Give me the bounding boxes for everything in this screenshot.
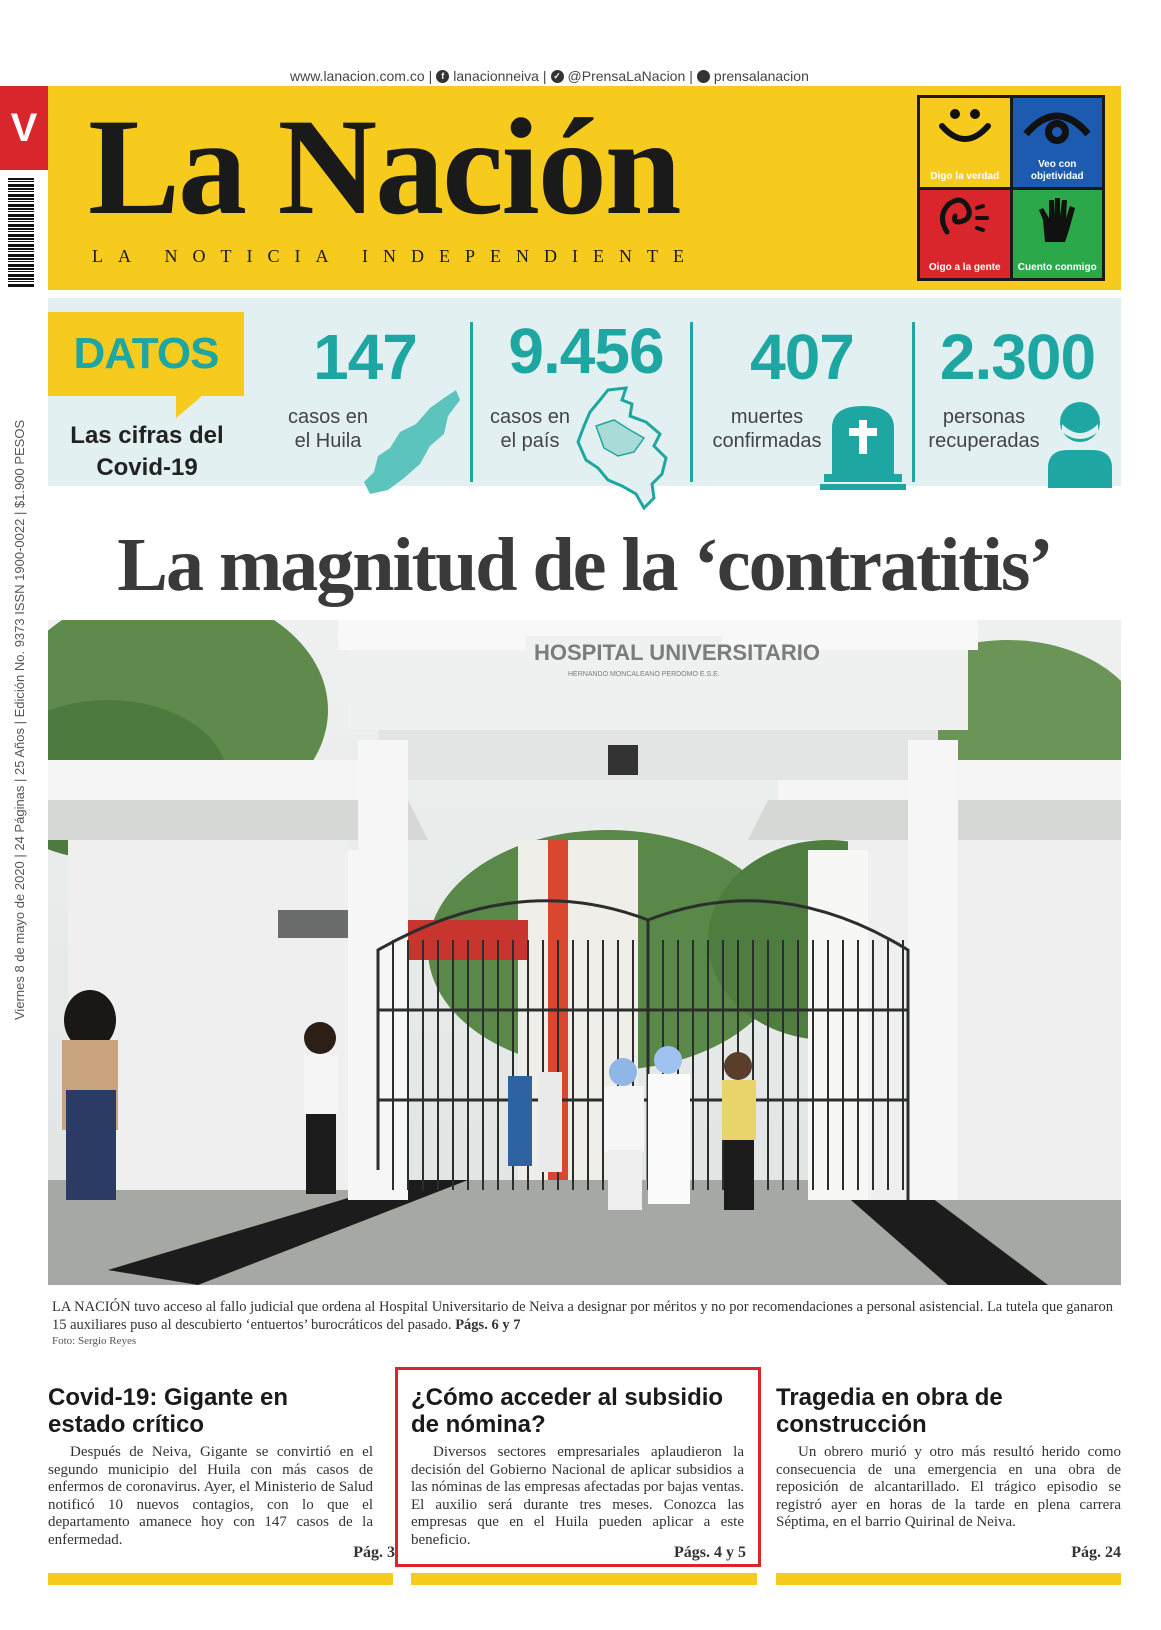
stat-divider: [690, 322, 693, 482]
datos-label: DATOS: [48, 312, 244, 396]
barcode: [8, 178, 34, 288]
stat-value: 9.456: [508, 315, 664, 387]
stat-label: personas recuperadas: [928, 406, 1040, 452]
main-headline: La magnitud de la ‘contratitis’: [117, 523, 1052, 607]
colombia-map-icon: [574, 386, 674, 510]
website-link[interactable]: www.lanacion.com.co: [290, 68, 425, 84]
hospital-photo: [48, 620, 1121, 1285]
facebook-handle[interactable]: lanacionneiva: [453, 68, 539, 84]
eye-icon: [1022, 104, 1092, 148]
caption-pages[interactable]: Págs. 6 y 7: [455, 1317, 521, 1333]
stat-divider: [470, 322, 473, 482]
hand-icon: [1035, 196, 1079, 244]
hospital-sign-sub: HERNANDO MONCALEANO PERDOMO E.S.E.: [568, 671, 720, 678]
facebook-icon: f: [436, 70, 449, 83]
photo-caption: [52, 1298, 1122, 1334]
value-digo-la-verdad: Digo la verdad: [920, 98, 1010, 187]
ear-icon: [935, 196, 995, 240]
hospital-sign: HOSPITAL UNIVERSITARIO: [534, 640, 821, 665]
values-grid: [917, 95, 1105, 281]
story-page-subsidio[interactable]: Págs. 4 y 5: [674, 1544, 746, 1561]
edition-badge: V: [0, 86, 48, 170]
newspaper-logo: La Nación: [88, 90, 680, 243]
story-title-tragedia[interactable]: Tragedia en obra de construcción: [776, 1384, 1003, 1438]
stat-value: 407: [750, 321, 854, 393]
masthead-tagline: LA NOTICIA INDEPENDIENTE: [92, 246, 699, 266]
story-body-subsidio: Diversos sectores empresariales aplaudieron la decisión del Gobierno Nacional de aplicar subsidios a las nóminas de las empresas afectadas por bajas ventas. El auxilio será durante tres meses. Conozca las empresas que en el Huila pueden aplicar a este beneficio.: [411, 1444, 744, 1548]
photo-credit: Foto: Sergio Reyes: [52, 1335, 137, 1347]
social-links: www.lanacion.com.co | f lanacionneiva | ✓ @PrensaLaNacion | prensalanacion: [290, 68, 809, 84]
hospital-gate-illustration: [48, 620, 1121, 1285]
huila-map-icon: [360, 386, 464, 496]
story-body-tragedia: Un obrero murió y otro más resultó herido como consecuencia de una emergencia en una obra de reposición de alcantarillado. El trágico episodio se registró ayer en horas de la tarde en plena carrera Séptima, en el barrio Quirinal de Neiva.: [776, 1444, 1121, 1530]
stat-label: muertes confirmadas: [712, 406, 822, 452]
datos-tail: [176, 396, 202, 418]
story-title-gigante[interactable]: Covid-19: Gigante en estado crítico: [48, 1384, 289, 1438]
datos-subtitle: Las cifras del Covid-19: [70, 422, 224, 481]
stat-value: 147: [313, 321, 417, 393]
story-divider: [776, 1573, 1121, 1585]
story-divider: [48, 1573, 393, 1585]
instagram-icon: [697, 70, 710, 83]
stat-label: casos en el Huila: [287, 406, 369, 452]
stat-value: 2.300: [939, 321, 1096, 393]
smile-icon: [936, 104, 994, 148]
story-page-tragedia[interactable]: Pág. 24: [1071, 1544, 1121, 1561]
stat-label: casos en el país: [489, 406, 571, 452]
twitter-icon: ✓: [551, 70, 564, 83]
story-body-gigante: Después de Neiva, Gigante se convirtió en el segundo municipio del Huila con más casos de enfermos de coronavirus. Ayer, el Ministerio de Salud notificó 10 nuevos contagios, con lo que el departamento amanece hoy con 147 casos de la enfermedad.: [48, 1444, 373, 1548]
value-veo-con-objetividad: Veo con objetividad: [1013, 98, 1103, 187]
stat-divider: [912, 322, 915, 482]
instagram-handle[interactable]: prensalanacion: [713, 68, 809, 84]
tombstone-icon: [820, 402, 906, 490]
story-page-gigante[interactable]: Pág. 3: [353, 1544, 395, 1561]
value-cuento-conmigo: Cuento conmigo: [1013, 190, 1103, 279]
story-divider: [411, 1573, 757, 1585]
masked-person-icon: [1044, 400, 1116, 490]
edition-info: Viernes 8 de mayo de 2020 | 24 Páginas | 25 Años | Edición No. 9373 ISSN 1900-0022 | $1.900 PESOS: [12, 419, 27, 1020]
twitter-handle[interactable]: @PrensaLaNacion: [567, 68, 686, 84]
story-title-subsidio[interactable]: ¿Cómo acceder al subsidio de nómina?: [411, 1384, 724, 1438]
value-oigo-a-la-gente: Oigo a la gente: [920, 190, 1010, 279]
caption-text: LA NACIÓN tuvo acceso al fallo judicial que ordena al Hospital Universitario de Neiva a designar por méritos y no por recomendaciones a personal asistencial. La tutela que ganaron 15 auxiliares puso al descubierto ‘entuertos’ burocráticos del pasado.: [52, 1299, 1113, 1333]
